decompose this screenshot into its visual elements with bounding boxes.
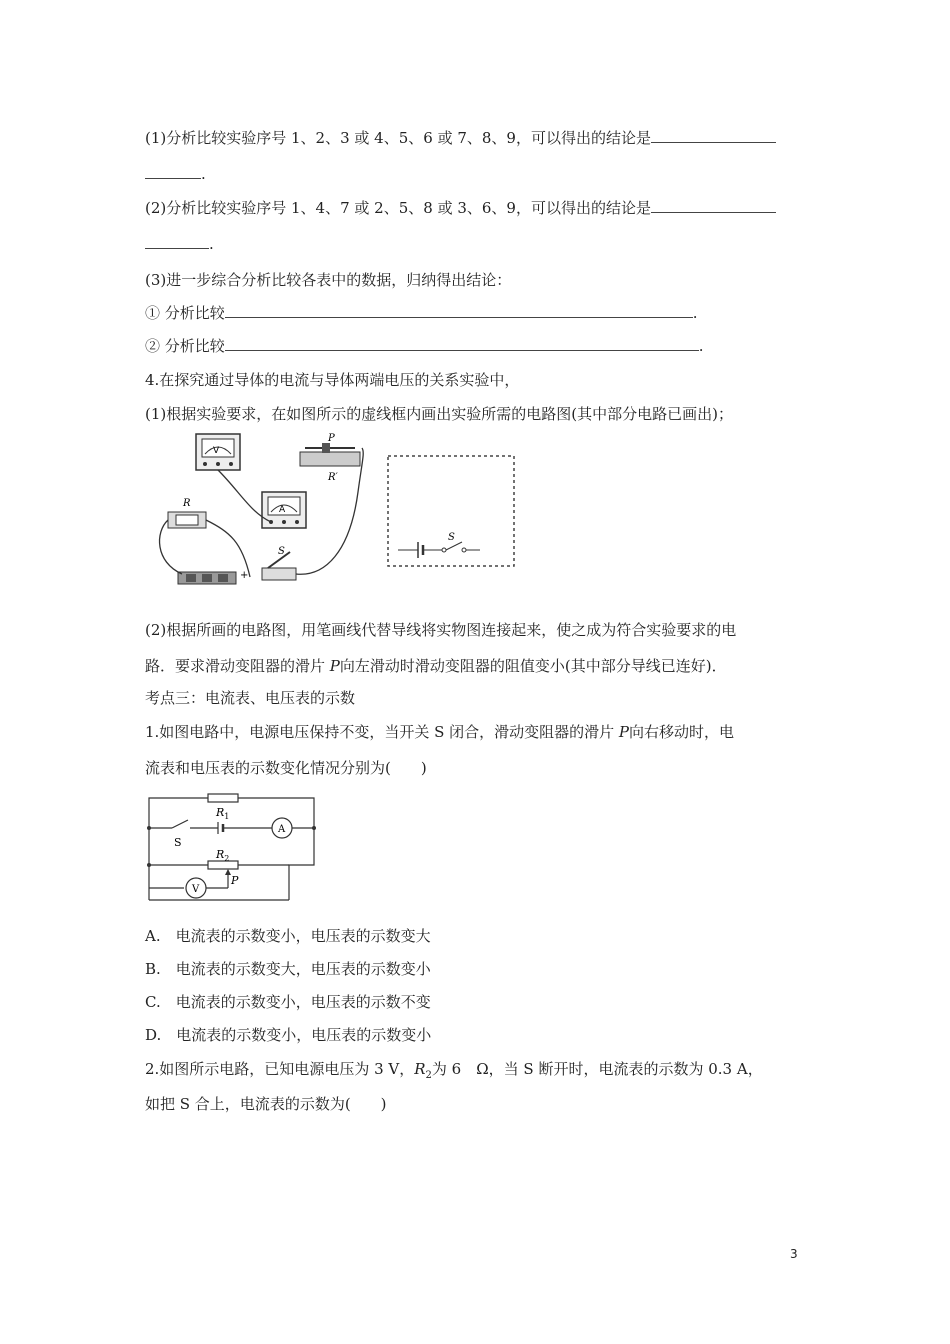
section3-title: 考点三：电流表、电压表的示数 (145, 689, 356, 707)
option-b[interactable]: B. 电流表的示数变大，电压表的示数变小 (145, 960, 431, 978)
series-circuit-figure (144, 790, 319, 908)
ammeter-device (262, 492, 306, 528)
r1-label: $R_1$ (216, 806, 230, 821)
q3-part2-cont: . (145, 234, 214, 254)
rheostat-label: R′ (328, 472, 338, 483)
answer-blank[interactable] (225, 303, 693, 318)
q3-part1: (1)分析比较实验序号 1、2、3 或 4、5、6 或 7、8、9，可以得出的结论是 (145, 128, 776, 148)
q4-part2-line1: (2)根据所画的电路图，用笔画线代替导线将实物图连接起来，使之成为符合实验要求的电 (145, 621, 737, 639)
answer-blank[interactable] (145, 234, 209, 249)
s3-q2-line2: 如把 S 合上，电流表的示数为( ) (145, 1095, 387, 1113)
q3-conclusion-1: ① 分析比较 . (145, 304, 698, 322)
plus-sign: + (240, 570, 249, 581)
s3-q2-line1: 2.如图所示电路，已知电源电压为 3 V，$R_2$为 6 Ω，当 S 断开时，电流表的示数为 0.3 A， (145, 1060, 763, 1081)
resistor-label: R (183, 498, 191, 509)
circuit-diagram-answer-box[interactable] (388, 456, 514, 566)
s3-q1-line2: 流表和电压表的示数变化情况分别为( ) (145, 759, 427, 777)
answer-blank[interactable] (651, 198, 776, 213)
switch-label: S (278, 546, 285, 557)
q3-part2: (2)分析比较实验序号 1、4、7 或 2、5、8 或 3、6、9，可以得出的结论是 (145, 198, 776, 218)
answer-blank[interactable] (145, 164, 201, 179)
switch-label: S (174, 836, 182, 849)
slider-p-label: P (328, 433, 335, 444)
answer-blank[interactable] (651, 128, 776, 143)
page-number: 3 (790, 1247, 798, 1261)
slider-p-label: P (231, 874, 239, 887)
ammeter-label: A (279, 505, 286, 515)
option-c[interactable]: C. 电流表的示数变小，电压表的示数不变 (145, 993, 431, 1011)
resistor-device (168, 498, 206, 528)
resistor-r2 (208, 861, 238, 869)
q3-part1-cont: . (145, 164, 206, 184)
answer-blank[interactable] (225, 336, 699, 351)
r2-label: $R_2$ (216, 848, 230, 863)
q4-part2-line2: 路．要求滑动变阻器的滑片 P向左滑动时滑动变阻器的阻值变小(其中部分导线已连好)． (145, 657, 727, 675)
battery-device (178, 570, 248, 584)
q4-title: 4.在探究通过导体的电流与导体两端电压的关系实验中， (145, 371, 520, 389)
q3-part3: (3)进一步综合分析比较各表中的数据，归纳得出结论： (145, 271, 512, 289)
s3-q1-line1: 1.如图电路中，电源电压保持不变，当开关 S 闭合，滑动变阻器的滑片 P向右移动时，电 (145, 723, 735, 741)
q4-part1: (1)根据实验要求，在如图所示的虚线框内画出实验所需的电路图(其中部分电路已画出)； (145, 405, 733, 423)
voltmeter-label: V (213, 446, 220, 456)
voltmeter-label: V (192, 884, 200, 895)
rheostat-device (300, 433, 360, 483)
q3-conclusion-2: ② 分析比较 . (145, 337, 704, 355)
resistor-r1 (208, 794, 238, 802)
switch-device (262, 546, 296, 580)
voltmeter-device (196, 434, 240, 470)
switch-label: S (448, 532, 455, 543)
circuit-apparatus-figure (150, 432, 525, 590)
ammeter-label: A (278, 824, 286, 835)
option-d[interactable]: D. 电流表的示数变小，电压表的示数变小 (145, 1026, 432, 1044)
option-a[interactable]: A. 电流表的示数变小，电压表的示数变大 (145, 927, 431, 945)
